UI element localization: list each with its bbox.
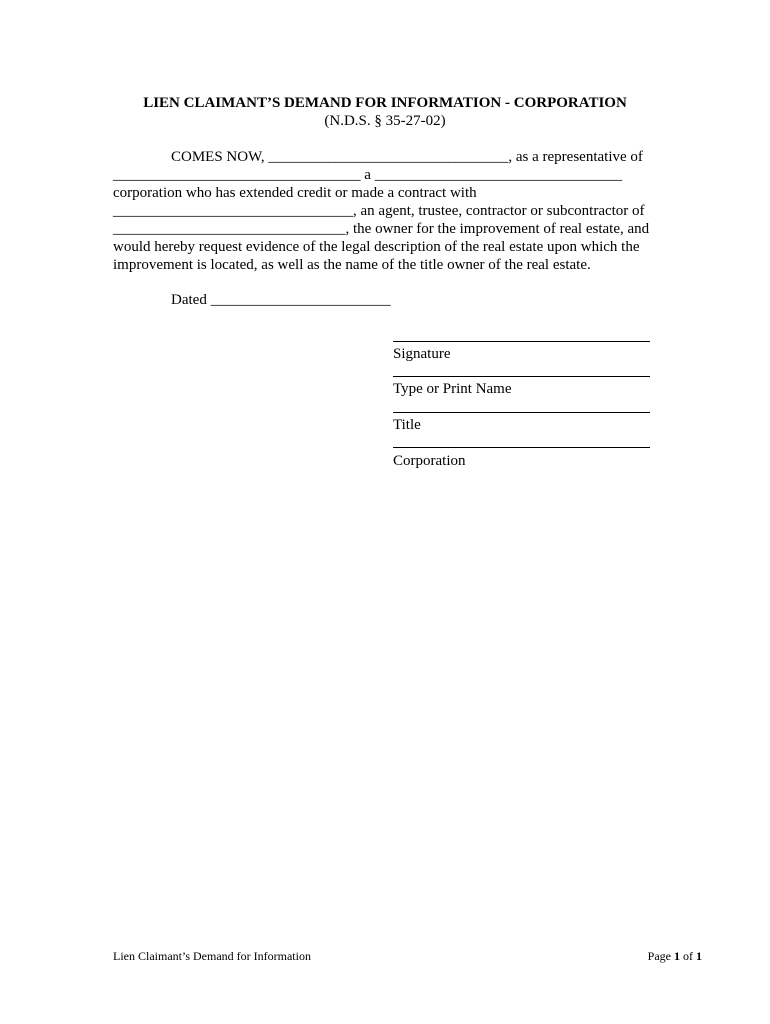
page-current: 1: [674, 949, 680, 963]
title-rule: [393, 412, 650, 413]
print-name-label: Type or Print Name: [393, 381, 512, 397]
page-total: 1: [696, 949, 702, 963]
page-prefix: Page: [647, 949, 674, 963]
corporation-rule: [393, 447, 650, 448]
page-of: of: [680, 949, 696, 963]
footer-page-number: [648, 949, 702, 963]
footer-document-name: Lien Claimant’s Demand for Information: [113, 949, 311, 963]
signature-label: Signature: [393, 346, 451, 362]
body-line-5: _______________________________, the owner for the improvement of real estate, and: [113, 221, 650, 237]
corporation-label: Corporation: [393, 453, 466, 469]
statute-citation: (N.D.S. § 35-27-02): [324, 113, 446, 129]
body-line-6: would hereby request evidence of the legal description of the real estate upon which the: [113, 239, 640, 255]
signature-rule: [393, 341, 650, 342]
body-line-4: ________________________________, an agent, trustee, contractor or subcontractor of: [113, 203, 645, 219]
body-line-1: COMES NOW, ________________________________, as a representative of: [171, 149, 643, 165]
print-name-rule: [393, 376, 650, 377]
body-line-2: _________________________________ a _________________________________: [113, 167, 623, 183]
document-title: LIEN CLAIMANT’S DEMAND FOR INFORMATION - CORPORATION: [143, 95, 627, 111]
title-label: Title: [393, 417, 421, 433]
body-line-3: corporation who has extended credit or made a contract with: [113, 185, 477, 201]
dated-line: Dated ________________________: [171, 292, 391, 308]
body-line-7: improvement is located, as well as the name of the title owner of the real estate.: [113, 257, 591, 273]
